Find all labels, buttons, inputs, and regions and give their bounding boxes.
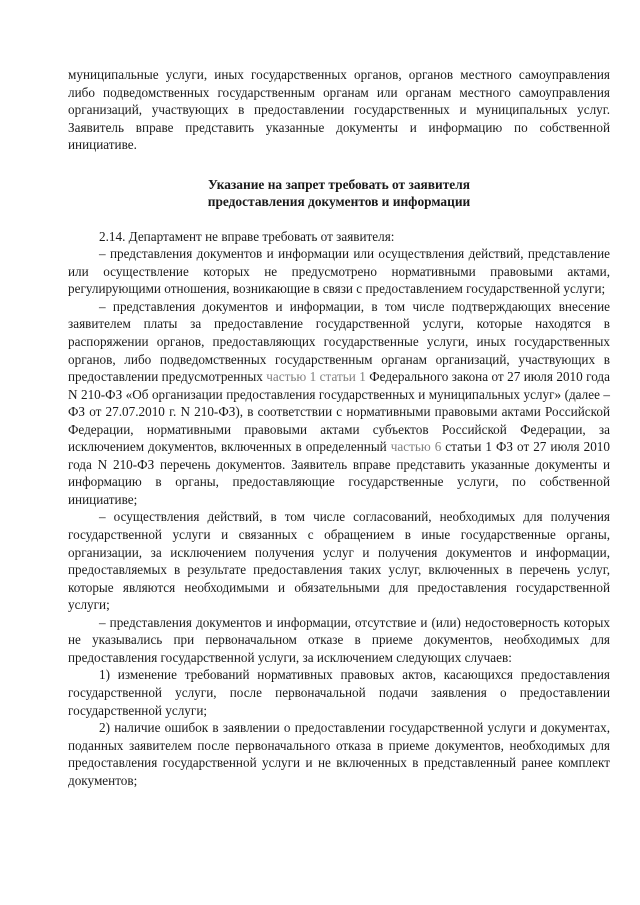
list-item-4: – представления документов и информации, отсутствие и (или) недостоверность которых не указывались при первоначальном отказе в приеме документов, необходимых для предоставления государственной услуги, за исключением следующих случаев: (68, 614, 610, 665)
list-item-1: – представления документов и информации или осуществления действий, представление или осуществление которых не предусмотрено нормативными правовыми актами, регулирующими отношения, возникающие в связи с предоставлением государственной услуги; (68, 246, 610, 297)
intro-paragraph: муниципальные услуги, иных государственных органов, органов местного самоуправления либо подведомственных государственным органам или органам местного самоуправления организаций, участвующих в предоставлении государственных и муниципальных услуг. Заявитель вправе представить указанные документы и информацию по собственной инициативе. (68, 67, 610, 153)
heading-line-2: предоставления документов и информации (207, 194, 471, 210)
heading-line-1: Указание на запрет требовать от заявителя (207, 176, 470, 192)
list-item-2-text-a: – представления документов и информации, в том числе подтверждающих внесение заявителем платы за предоставление государственной услуги, которые находятся в распоряжении органов, предоставляющих государственные услуги, иных государственных органов, либо подведомственных государственным органам организаций, участвующих в предоставлении предусмотренных (68, 298, 610, 385)
list-item-2 (68, 298, 610, 509)
section-heading (68, 176, 610, 211)
spacer (68, 211, 610, 228)
law-reference-link-2[interactable]: частью 6 (390, 439, 442, 455)
document-body (68, 66, 610, 789)
list-item-2-text-c: статьи 1 ФЗ от 27 июля 2010 года N 210-ФЗ перечень документов. Заявитель вправе представить указанные документы и информацию в органы, предоставляющие государственные услуги, по собственной инициативе; (68, 439, 610, 507)
clause-2-14: 2.14. Департамент не вправе требовать от заявителя: (99, 228, 395, 244)
law-reference-link-1[interactable]: частью 1 статьи 1 (266, 369, 366, 385)
list-item-2-text-b: Федерального закона от 27 июля 2010 года N 210-ФЗ «Об организации предоставления государственных и муниципальных услуг» (далее – ФЗ от 27.07.2010 г. N 210-ФЗ), в соответствии с нормативными правовыми актами Российской Федерации, нормативными правовыми актами субъектов Российской Федерации, за исключением документов, включенных в определенный (68, 369, 610, 455)
case-1: 1) изменение требований нормативных правовых актов, касающихся предоставления государственной услуги, после первоначальной подачи заявления о предоставлении государственной услуги; (68, 667, 610, 718)
case-2: 2) наличие ошибок в заявлении о предоставлении государственной услуги и документах, поданных заявителем после первоначального отказа в приеме документов, необходимых для предоставления государственной услуги и не включенных в представленный ранее комплект документов; (68, 720, 610, 788)
list-item-3: – осуществления действий, в том числе согласований, необходимых для получения государственной услуги и связанных с обращением в иные государственные органы, организации, за исключением получения услуг и получения документов и информации, предоставляемых в результате предоставления таких услуг, включенных в перечень услуг, которые являются необходимыми и обязательными для предоставления государственной услуги; (68, 509, 610, 613)
